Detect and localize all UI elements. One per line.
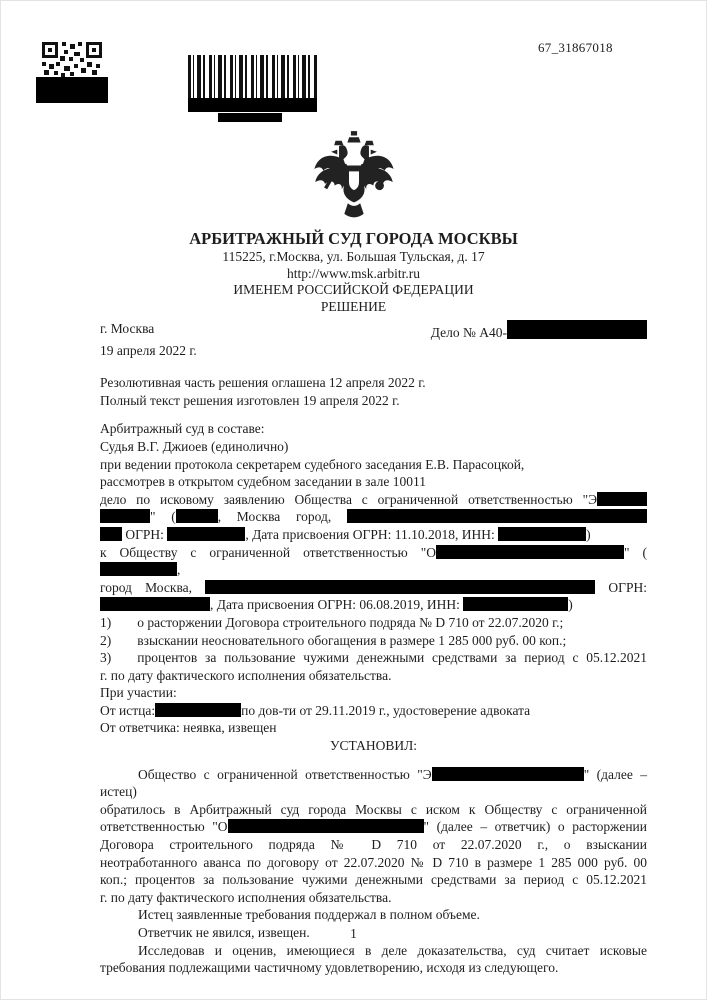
text-segment: 1) [100,614,112,630]
text-segment: рассмотрев в открытом судебном заседании в зале 10011 [100,474,426,490]
document-registry-number: 67_31867018 [538,40,613,55]
in-the-name-line: ИМЕНЕМ РОССИЙСКОЙ ФЕДЕРАЦИИ [233,282,474,297]
court-website: http://www.msk.arbitr.ru [287,265,420,281]
text-line [100,526,647,544]
line-right [431,320,647,342]
barcode [188,55,317,112]
document-type-title: РЕШЕНИЕ [320,298,387,314]
text-segment: процентов за пользование чужими денежными средствами за период с 05.12.2021 [137,650,647,666]
redaction-bar [176,509,218,523]
text-segment: ) [586,526,591,542]
text-line [100,755,647,766]
text-line [100,702,647,720]
page-number: 1 [350,926,357,941]
redaction-bar [597,492,647,506]
text-segment: , [177,562,181,578]
text-segment: От истца: [100,702,156,718]
text-segment: " ( [150,509,176,525]
text-line [100,667,647,685]
text-segment: УСТАНОВИЛ: [329,738,418,754]
text-line [100,959,647,977]
text-segment: г. по дату фактического исполнения обязательства. [100,667,392,683]
text-line [100,491,647,509]
redaction-bar [205,580,595,594]
text-segment: г. по дату фактического исполнения обязательства. [100,889,392,905]
text-line [100,392,647,410]
text-line [100,871,647,889]
text-segment: Истец заявленные требования поддержал в полном объеме. [138,907,480,923]
text-segment: , Дата присвоения ОГРН: 06.08.2019, ИНН: [210,597,464,613]
text-line [100,818,647,836]
barcode-sub-redaction-bar [218,113,282,122]
section-heading-established [100,737,647,755]
text-segment: ответственностью "О [100,819,228,835]
letterhead [0,130,707,977]
text-line [100,596,647,614]
text-segment: , Москва город, [217,509,347,525]
text-segment: Полный текст решения изготовлен 19 апреля 2022 г. [100,392,400,408]
text-segment: 3) [100,650,112,666]
text-line [100,359,647,374]
text-line [100,579,647,597]
redaction-bar [100,597,210,611]
text-segment: по дов-ти от 29.11.2019 г., удостоверение адвоката [241,702,531,718]
text-line [100,614,647,632]
text-segment: 19 апреля 2022 г. [100,342,197,358]
text-line [100,942,647,960]
text-segment: требования подлежащими частичному удовлетворению, исходя из следующего. [100,960,559,976]
text-line [100,801,647,819]
text-line [100,719,647,737]
redaction-bar [498,527,586,541]
document-body-lines [0,320,707,977]
text-segment: " ( [624,544,647,560]
redaction-bar [228,819,424,833]
qr-code [40,40,104,102]
text-segment: , Дата присвоения ОГРН: 11.10.2018, ИНН: [245,526,499,542]
redaction-bar [100,527,122,541]
text-line [100,889,647,907]
text-line [100,854,647,872]
text-segment: г. Москва [100,321,155,336]
text-segment: Арбитражный суд в составе: [100,421,265,437]
text-segment: Судья В.Г. Джиоев (единолично) [100,438,289,454]
text-segment: ОГРН: [595,579,647,595]
text-segment: " (далее – ответчик) о расторжении [423,819,647,835]
barcode-bars [188,55,317,98]
text-segment: обратилось в Арбитражный суд города Москвы с иском к Обществу с ограниченной [100,801,647,817]
redaction-bar [436,545,624,559]
qr-redaction-bar [36,77,108,103]
text-line [100,420,647,438]
text-line [100,544,647,579]
text-segment: взыскании неосновательного обогащения в размере 1 285 000 руб. 00 коп.; [137,632,567,648]
court-address: 115225, г.Москва, ул. Большая Тульская, д. 17 [222,249,485,264]
coat-of-arms-icon [310,130,398,222]
redaction-bar [507,320,647,339]
text-segment: при ведении протокола секретарем судебного заседания Е.В. Парасоцкой, [100,456,525,472]
redaction-bar [432,767,584,781]
text-line [100,649,647,667]
redaction-bar [167,527,245,541]
text-segment: ОГРН: [122,526,168,542]
redaction-bar [463,597,568,611]
text-segment: неотработанного аванса по договору от 22.07.2020 № D 710 в размере 1 285 000 руб. 00 [100,854,647,870]
text-line [100,438,647,456]
court-name: АРБИТРАЖНЫЙ СУД ГОРОДА МОСКВЫ [189,229,518,248]
text-segment: ) [568,597,573,613]
text-segment: город Москва, [100,579,206,595]
text-segment: 2) [100,632,112,648]
text-segment: Дело № А40- [430,325,507,340]
text-line [100,632,647,650]
text-segment: " (далее – истец) [100,766,647,800]
text-line [100,456,647,474]
text-segment: коп.; процентов за пользование чужими денежными средствами за период с 05.12.2021 [100,872,647,888]
text-line [100,409,647,420]
text-segment: Исследовав и оценив, имеющиеся в деле доказательства, суд считает исковые [138,942,647,958]
text-line [100,508,647,526]
barcode-redaction-bar [188,98,317,112]
text-segment: При участии: [100,685,177,701]
text-segment: к Обществу с ограниченной ответственностью "О [100,544,436,560]
text-segment: Общество с ограниченной ответственностью "Э [138,766,432,782]
redaction-bar [347,509,647,523]
case-city-and-number [100,320,647,342]
line-left [100,320,154,342]
text-line [100,473,647,491]
text-line [100,766,647,801]
text-line [100,374,647,392]
text-segment: От ответчика: неявка, извещен [100,720,277,736]
text-segment: о расторжении Договора строительного подряда № D 710 от 22.07.2020 г.; [137,614,564,630]
text-line [100,836,647,854]
text-line [100,684,647,702]
redaction-bar [100,562,177,576]
text-line [100,342,647,360]
text-segment: Резолютивная часть решения оглашена 12 апреля 2022 г. [100,375,426,391]
text-line [100,906,647,924]
text-segment: дело по исковому заявлению Общества с ограниченной ответственностью "Э [100,491,597,507]
text-segment: Ответчик не явился, извещен. [138,925,310,940]
redaction-bar [155,703,241,717]
text-segment: Договора строительного подряда № D 710 от 22.07.2020 г., о взыскании [100,837,647,853]
redaction-bar [100,509,150,523]
